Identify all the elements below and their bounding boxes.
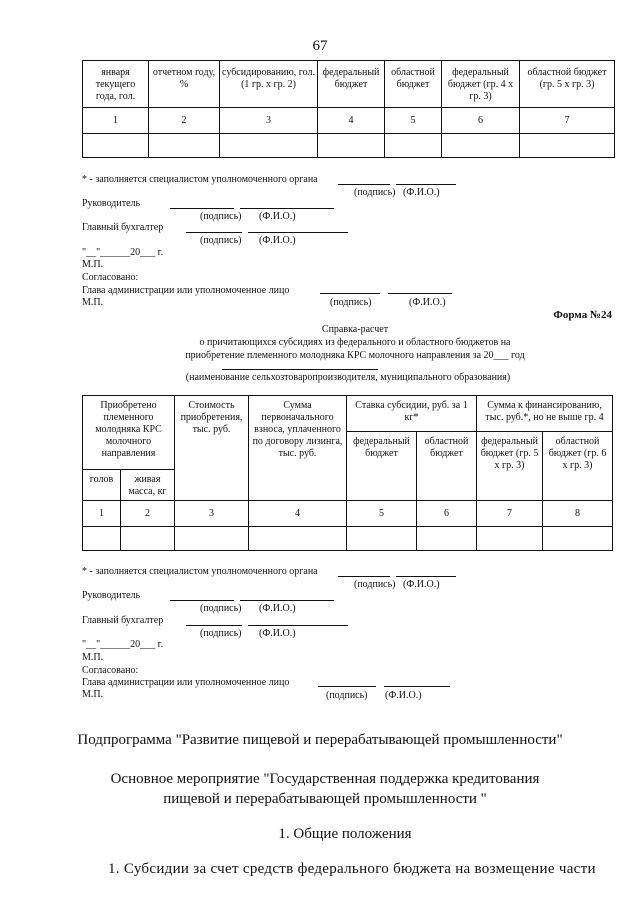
form-label: Форма №24 xyxy=(553,309,612,321)
table-form24 xyxy=(82,395,613,551)
t1-num-5: 5 xyxy=(385,108,442,134)
t1-header-3: субсидированию, гол. (1 гр. x гр. 2) xyxy=(220,61,318,108)
main-event-line-1: Основное мероприятие "Государственная поддержка кредитования xyxy=(110,771,540,787)
t2-empty-row xyxy=(83,527,613,551)
note-1: * - заполняется специалистом уполномоченного органа xyxy=(82,174,318,185)
admin-2: Глава администрации или уполномоченное лицо xyxy=(82,677,290,688)
t2-num-7: 7 xyxy=(477,501,543,527)
t2-num-3: 3 xyxy=(175,501,249,527)
t2-h-down: Сумма первоначального взноса, уплаченного по договору лизинга, тыс. руб. xyxy=(249,396,347,501)
mp-2b: М.П. xyxy=(82,689,104,700)
t1-num-7: 7 xyxy=(520,108,615,134)
head-label-2: Руководитель xyxy=(82,590,141,601)
t1-num-3: 3 xyxy=(220,108,318,134)
note-1-sig-labels: (подпись) (Ф.И.О.) xyxy=(354,187,440,198)
accountant-label-2: Главный бухгалтер xyxy=(82,615,164,626)
note-2: * - заполняется специалистом уполномоченного органа xyxy=(82,566,318,577)
agreed-1: Согласовано: xyxy=(82,272,139,283)
date-2: "__"______20___ г. xyxy=(82,639,164,650)
head-sig-1: (подпись) (Ф.И.О.) xyxy=(200,211,296,222)
accountant-sig-2: (подпись) (Ф.И.О.) xyxy=(200,628,296,639)
subprogram-title: Подпрограмма "Развитие пищевой и перерабатывающей промышленности" xyxy=(77,732,563,748)
page-number: 67 xyxy=(312,38,328,54)
accountant-sig-1: (подпись) (Ф.И.О.) xyxy=(200,235,296,246)
t2-num-4: 4 xyxy=(249,501,347,527)
t2-h-rate: Ставка субсидии, руб. за 1 кг* xyxy=(347,396,477,432)
form-title-3: приобретение племенного молодняка КРС молочного направления за 20___ год xyxy=(185,350,525,361)
t2-h-weight: живая масса, кг xyxy=(121,470,175,501)
mp-1b: М.П. xyxy=(82,297,104,308)
t1-num-1: 1 xyxy=(83,108,149,134)
t1-empty-row xyxy=(83,134,615,158)
t2-num-2: 2 xyxy=(121,501,175,527)
section-heading: 1. Общие положения xyxy=(278,826,412,842)
table-top xyxy=(82,60,615,158)
t1-header-2: отчетном году, % xyxy=(149,61,220,108)
t2-num-1: 1 xyxy=(83,501,121,527)
t2-h-sum-reg: областной бюджет (гр. 6 x гр. 3) xyxy=(543,432,613,501)
t2-num-6: 6 xyxy=(417,501,477,527)
accountant-label-1: Главный бухгалтер xyxy=(82,222,164,233)
t2-num-5: 5 xyxy=(347,501,417,527)
t1-header-7: областной бюджет (гр. 5 x гр. 3) xyxy=(520,61,615,108)
t2-h-heads: голов xyxy=(83,470,121,501)
form-subtitle: (наименование сельхозтоваропроизводителя, муниципального образования) xyxy=(185,372,511,383)
t2-h-sum-fed: федеральный бюджет (гр. 5 x гр. 3) xyxy=(477,432,543,501)
head-sig-2: (подпись) (Ф.И.О.) xyxy=(200,603,296,614)
t1-header-4: федеральный бюджет xyxy=(318,61,385,108)
form-title-2: о причитающихся субсидиях из федерального и областного бюджетов на xyxy=(199,337,511,348)
t1-num-6: 6 xyxy=(442,108,520,134)
t2-h-cost: Стоимость приобретения, тыс. руб. xyxy=(175,396,249,501)
t1-header-6: федеральный бюджет (гр. 4 x гр. 3) xyxy=(442,61,520,108)
head-label-1: Руководитель xyxy=(82,198,141,209)
form-title-1: Справка-расчет xyxy=(321,324,389,335)
t2-h-acquired: Приобретено племенного молодняка КРС молочного направления xyxy=(83,396,175,470)
t2-h-rate-reg: областной бюджет xyxy=(417,432,477,501)
t2-h-rate-fed: федеральный бюджет xyxy=(347,432,417,501)
t1-header-1: января текущего года, гол. xyxy=(83,61,149,108)
admin-1: Глава администрации или уполномоченное лицо xyxy=(82,285,290,296)
admin-sig-1: (подпись) (Ф.И.О.) xyxy=(330,297,446,308)
t2-num-8: 8 xyxy=(543,501,613,527)
t1-num-2: 2 xyxy=(149,108,220,134)
agreed-2: Согласовано: xyxy=(82,665,139,676)
mp-1: М.П. xyxy=(82,259,104,270)
t1-num-4: 4 xyxy=(318,108,385,134)
main-event-line-2: пищевой и перерабатывающей промышленности " xyxy=(163,791,487,807)
t2-h-sum: Сумма к финансированию, тыс. руб.*, но не выше гр. 4 xyxy=(477,396,613,432)
date-1: "__"______20___ г. xyxy=(82,247,164,258)
t1-header-5: областной бюджет xyxy=(385,61,442,108)
admin-sig-2: (подпись) (Ф.И.О.) xyxy=(326,690,422,701)
note-2-sig-labels: (подпись) (Ф.И.О.) xyxy=(354,579,440,590)
paragraph-1: 1. Субсидии за счет средств федерального бюджета на возмещение части xyxy=(108,861,596,877)
mp-2: М.П. xyxy=(82,652,104,663)
